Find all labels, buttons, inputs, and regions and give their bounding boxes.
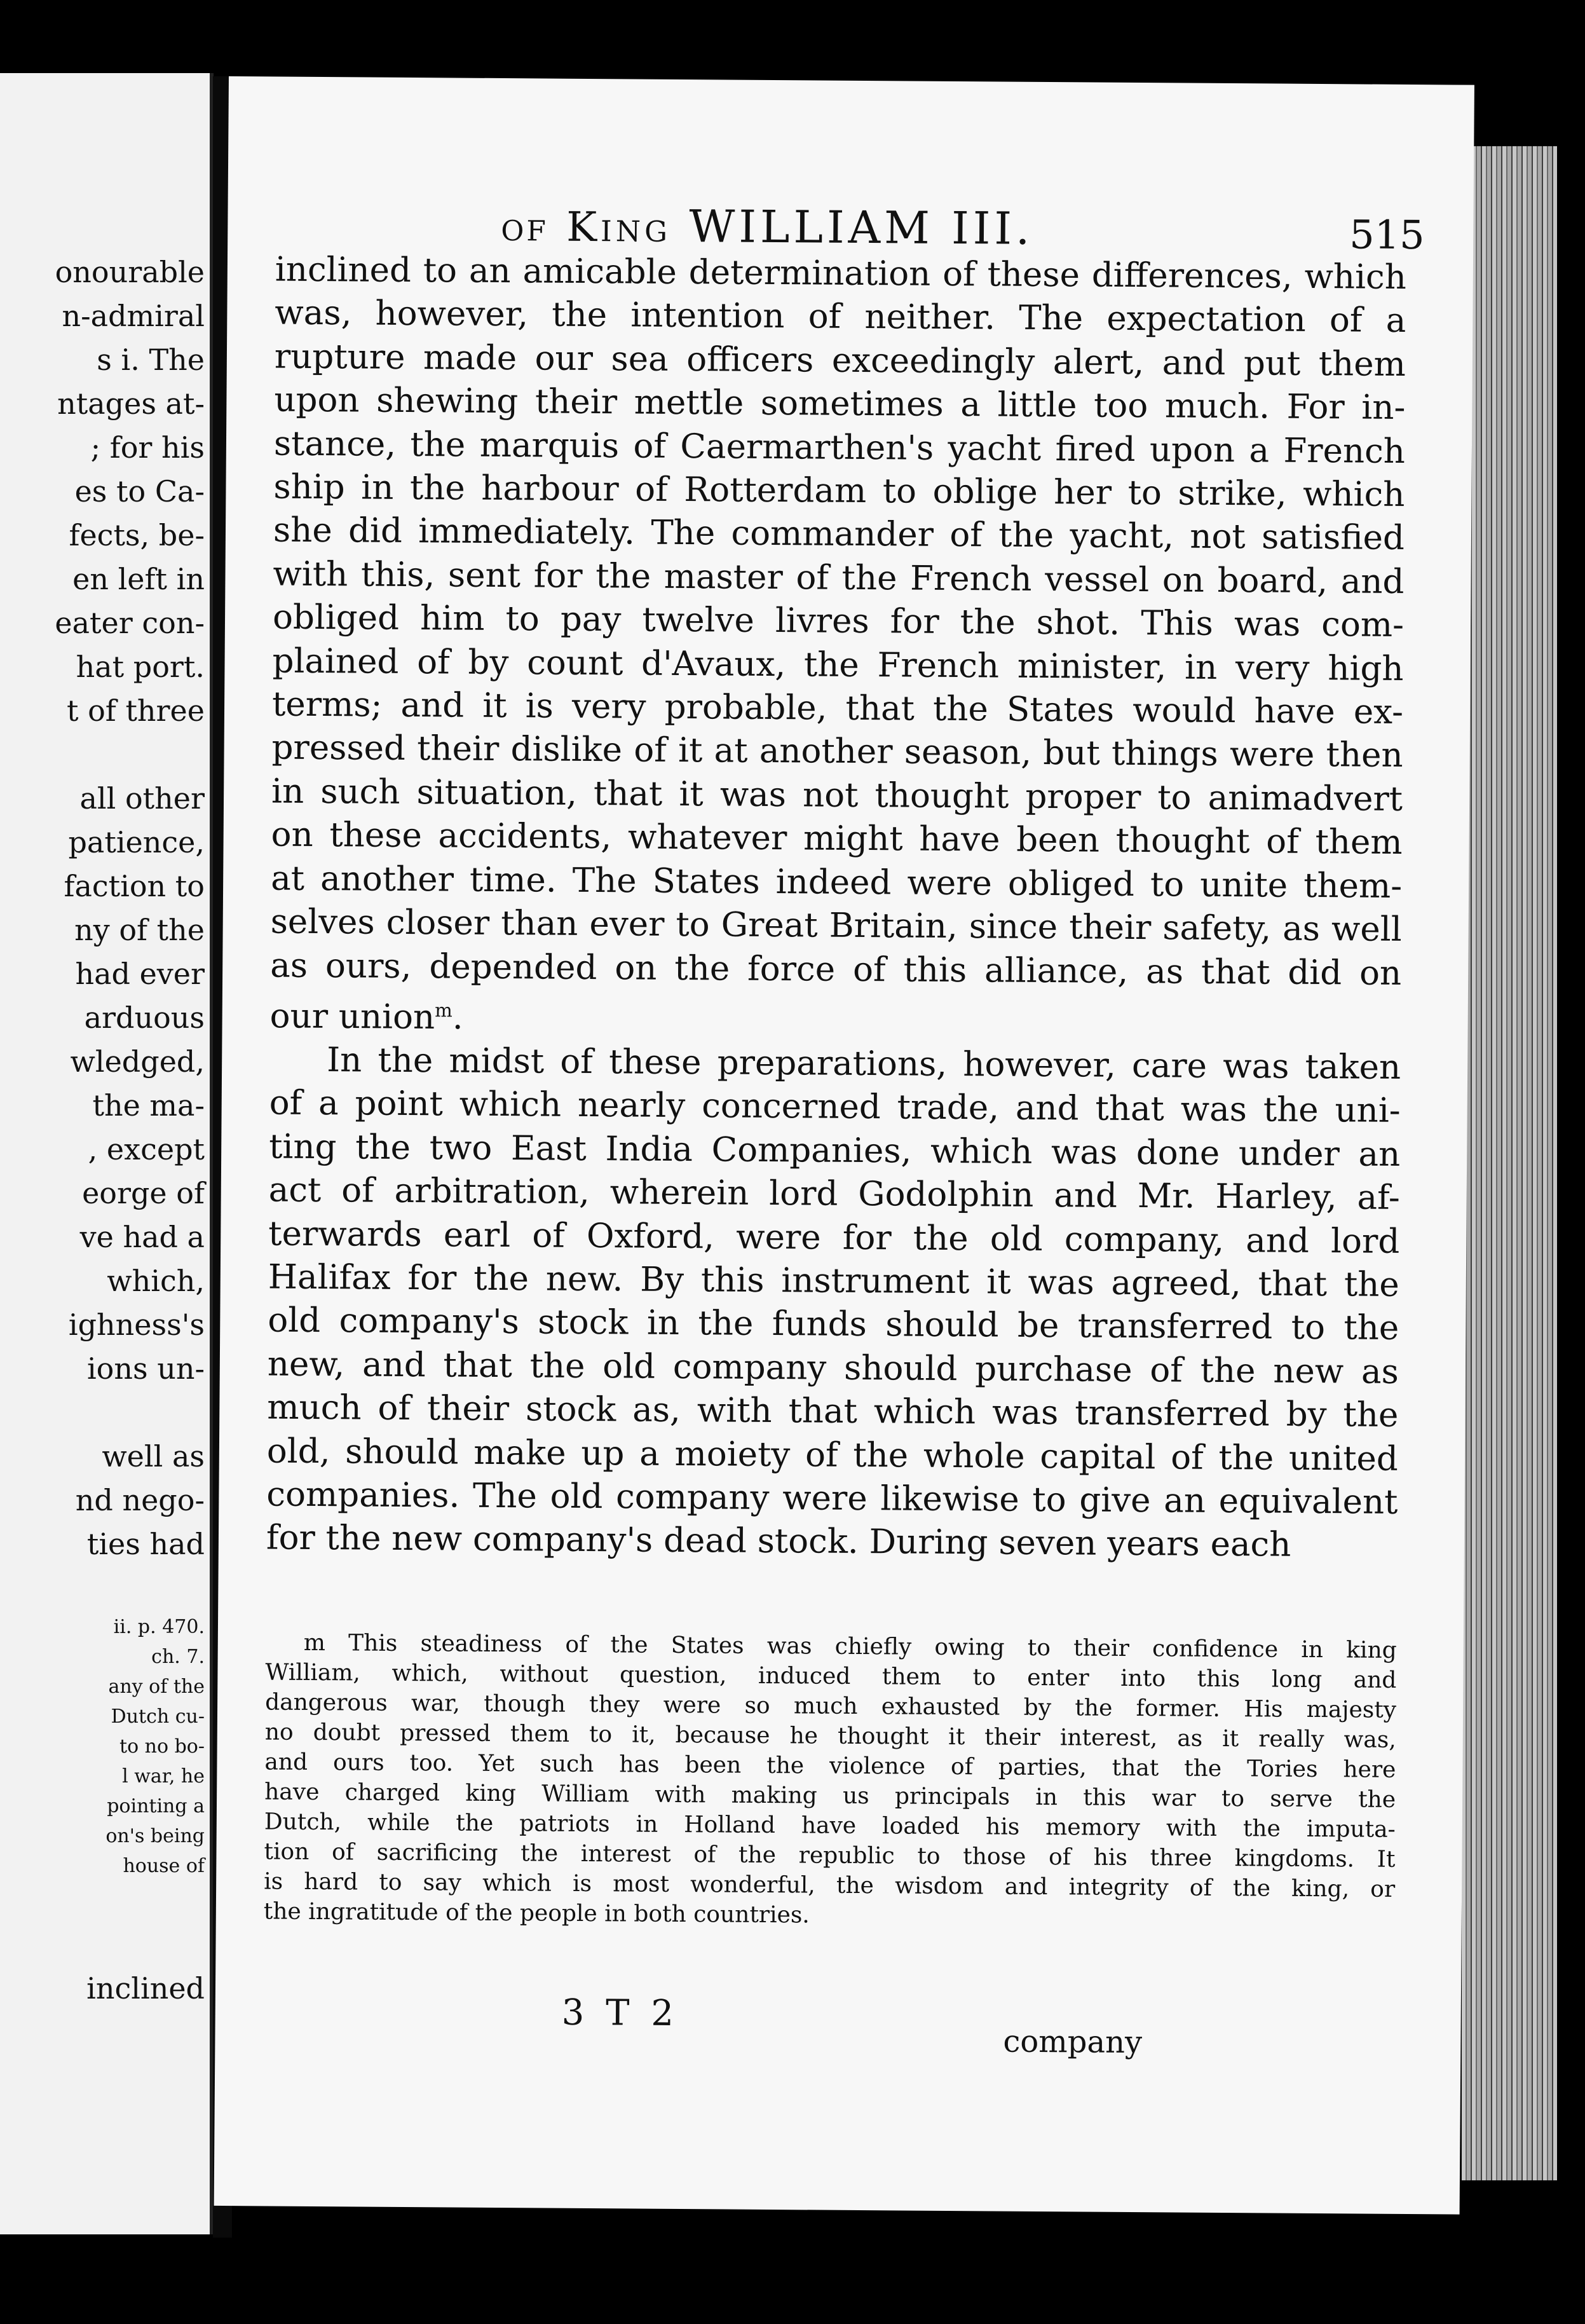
left-page-line: hat port. [76, 650, 205, 684]
body-line: at another time. The States indeed were obliged to unite them- [270, 859, 1403, 906]
body-line: act of arbitration, wherein lord Godolphin and Mr. Harley, af- [268, 1170, 1400, 1218]
left-page-line: ntages at- [57, 386, 205, 421]
footnote-line: and ours too. Yet such has been the violence of parties, that the Tories here [264, 1749, 1396, 1783]
left-page-line: ions un- [86, 1351, 205, 1386]
left-page-line: n-admiral [62, 299, 205, 333]
left-page-line: eorge of [82, 1176, 205, 1210]
body-line: on these accidents, whatever might have been thought of them [271, 815, 1403, 863]
body-line: upon shewing their mettle sometimes a little too much. For in- [274, 380, 1406, 428]
footnote-line: the ingratitude of the people in both countries. [263, 1898, 810, 1929]
footnote-line: Dutch, while the patriots in Holland have loaded his memory with the imputa- [264, 1808, 1396, 1843]
footnote-line: tion of sacrificing the interest of the republic to those of his three kingdoms. It [264, 1838, 1396, 1873]
body-line: old company's stock in the funds should be transferred to the [268, 1301, 1399, 1348]
left-page-line: had ever [75, 957, 205, 991]
body-line: rupture made our sea officers exceedingly alert, and put them [274, 337, 1406, 384]
body-line: terwards earl of Oxford, were for the old company, and lord [268, 1214, 1400, 1261]
body-line: stance, the marquis of Caermarthen's yacht fired upon a French [273, 424, 1406, 471]
left-page-line: all other [79, 781, 205, 816]
body-line: she did immediately. The commander of the yacht, not satisfied [273, 510, 1405, 558]
body-line: plained of by count d'Avaux, the French minister, in very high [272, 641, 1404, 688]
body-line: companies. The old company were likewise to give an equivalent [266, 1475, 1398, 1522]
left-page-note-line: any of the [108, 1676, 205, 1698]
left-page-note-line: house of [123, 1855, 205, 1877]
left-page-note-line: on's being [105, 1825, 205, 1847]
left-page-line: fects, be- [69, 518, 205, 552]
body-line: our union$^m$. [269, 997, 463, 1037]
left-page-line: ve had a [79, 1220, 205, 1254]
body-line: as ours, depended on the force of this alliance, as that did on [270, 945, 1402, 993]
signature-mark: 3 T 2 [561, 1992, 679, 2035]
body-text [266, 249, 1406, 1568]
body-line: inclined to an amicable determination of these differences, which [275, 250, 1407, 297]
body-line: ting the two East India Companies, which was done under an [269, 1127, 1401, 1174]
footnote-line: is hard to say which is most wonderful, the wisdom and integrity of the king, or [264, 1868, 1396, 1903]
body-line: selves closer than ever to Great Britain, since their safety, as well [270, 902, 1402, 950]
body-line: new, and that the old company should purchase of the new as [267, 1344, 1399, 1391]
left-page-note-line: l war, he [122, 1765, 205, 1787]
page-edges [1462, 146, 1557, 2180]
header-william: WILLIAM III. [689, 200, 1034, 255]
body-line: was, however, the intention of neither. The expectation of a [275, 293, 1406, 341]
left-page-line: eater con- [55, 606, 205, 640]
header-king: King [566, 203, 672, 252]
left-facing-page [0, 73, 214, 2234]
body-line: for the new company's dead stock. During seven years each [266, 1518, 1291, 1565]
body-line: ship in the harbour of Rotterdam to oblige her to strike, which [273, 467, 1405, 514]
footnote-line: have charged king William with making us principals in this war to serve the [264, 1779, 1396, 1813]
footnote-line: William, which, without question, induced them to enter into this long and [265, 1659, 1397, 1693]
footnote-line: m This steadiness of the States was chiefly owing to their confidence in king [303, 1629, 1397, 1664]
left-page-line: patience, [68, 825, 205, 859]
left-page-line: ny of the [74, 913, 205, 947]
left-page-line: nd nego- [75, 1483, 205, 1517]
body-line: In the midst of these preparations, however, care was taken [326, 1041, 1401, 1087]
left-page-note-line: ch. 7. [151, 1646, 205, 1668]
footnote-mark: m [303, 1629, 349, 1657]
body-line: Halifax for the new. By this instrument it was agreed, that the [268, 1257, 1399, 1304]
left-page-line: arduous [84, 1001, 205, 1035]
left-page-note-line: pointing a [107, 1795, 205, 1817]
body-line: terms; and it is very probable, that the States would have ex- [271, 685, 1404, 732]
left-page-line: faction to [64, 869, 205, 903]
running-header [501, 199, 1034, 255]
left-page-note-line: Dutch cu- [111, 1705, 205, 1728]
body-line: pressed their dislike of it at another season, but things were then [271, 728, 1403, 776]
left-page-line: onourable [55, 255, 205, 289]
body-line: in such situation, that it was not thought proper to animadvert [271, 772, 1403, 819]
left-page-line: s i. The [97, 343, 205, 377]
left-page-line: t of three [67, 694, 205, 728]
left-page-line: es to Ca- [74, 474, 205, 509]
left-page-line: the ma- [92, 1088, 205, 1123]
left-page-line: well as [102, 1439, 205, 1473]
left-page-line: ighness's [68, 1308, 205, 1342]
left-page-line: wledged, [70, 1044, 205, 1079]
body-line: much of their stock as, with that which was transferred by the [267, 1388, 1399, 1435]
footnote-line: dangerous war, though they were so much exhausted by the former. His majesty [265, 1689, 1397, 1723]
footnote [264, 1627, 1397, 1934]
main-page [214, 76, 1474, 2215]
header-of: OF [501, 214, 549, 248]
body-line: obliged him to pay twelve livres for the shot. This was com- [272, 598, 1405, 645]
body-line: with this, sent for the master of the French vessel on board, and [273, 554, 1405, 601]
left-page-line: which, [107, 1264, 205, 1298]
body-line: old, should make up a moiety of the whole capital of the united [266, 1432, 1399, 1479]
left-page-catchword: inclined [86, 1971, 205, 2006]
left-page-line: ties had [86, 1527, 205, 1561]
left-page-note-line: to no bo- [119, 1735, 205, 1758]
left-page-note-line: ii. p. 470. [113, 1616, 205, 1638]
catchword: company [1003, 2023, 1143, 2061]
footnote-reference: m [435, 999, 453, 1022]
left-page-line: en left in [72, 562, 205, 596]
left-page-line: , except [88, 1132, 205, 1166]
body-line: of a point which nearly concerned trade, and that was the uni- [269, 1083, 1401, 1131]
page-number: 515 [1349, 211, 1425, 259]
footnote-line: no doubt pressed them to it, because he thought it their interest, as it really was, [264, 1719, 1396, 1753]
left-page-line: ; for his [90, 430, 205, 465]
